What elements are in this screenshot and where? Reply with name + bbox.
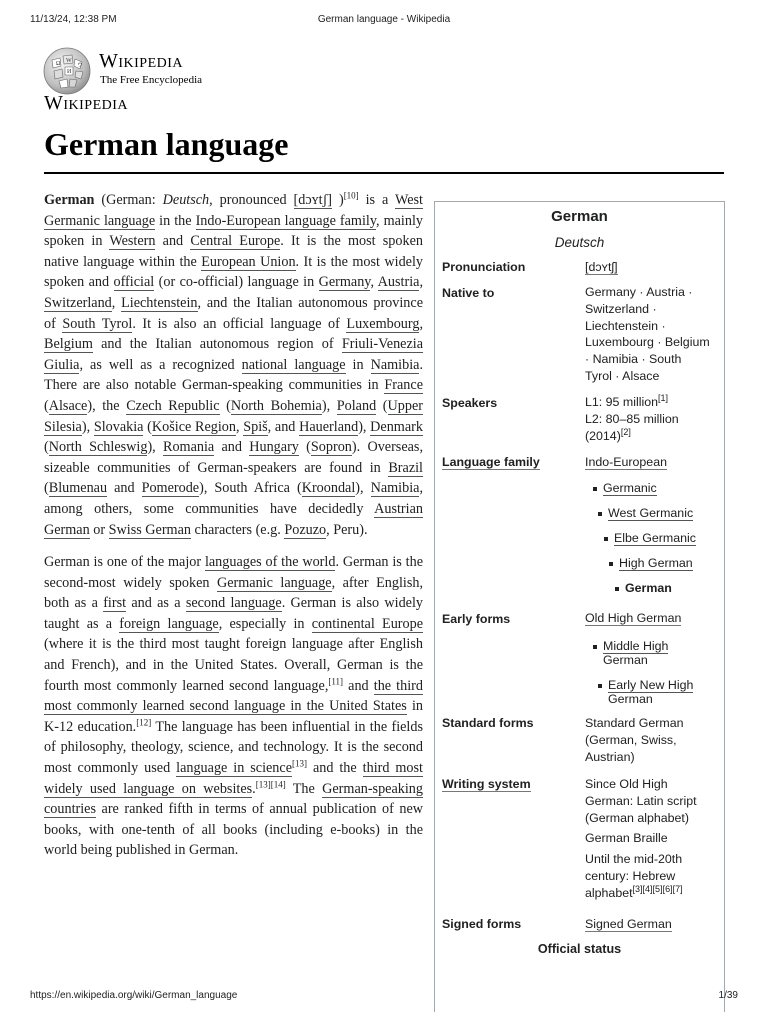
link-belgium[interactable]: Belgium <box>44 336 93 353</box>
link-german-speaking-countries[interactable]: German-speaking countries <box>44 780 423 818</box>
writing-braille[interactable]: German Braille <box>585 831 668 846</box>
link-austrian-german[interactable]: Austrian German <box>44 500 423 538</box>
family-item[interactable] <box>609 556 693 570</box>
link-languages-of-the-world[interactable]: languages of the world <box>204 554 336 571</box>
early-form-mhg-2[interactable]: German <box>603 653 648 667</box>
link-germanic-language[interactable]: Germanic language <box>216 574 332 591</box>
speakers-l1-ref[interactable]: [1] <box>658 392 669 403</box>
value-standard-forms[interactable] <box>585 715 719 765</box>
bullet-icon <box>598 684 602 688</box>
link-foreign-language[interactable]: foreign language <box>119 615 219 632</box>
bullet-icon <box>598 512 602 516</box>
wikipedia-logo[interactable] <box>42 44 262 114</box>
writing-refs[interactable]: [3][4][5][6][7] <box>632 883 683 894</box>
link-first[interactable]: first <box>103 595 127 612</box>
link-western-europe[interactable]: Western <box>109 233 156 250</box>
link-european-union[interactable]: European Union <box>201 253 296 270</box>
title-divider <box>44 172 724 174</box>
label-writing-system[interactable] <box>442 777 531 791</box>
pronunciation-link[interactable]: [dɔʏtʃ] <box>293 192 333 208</box>
link-swiss-german[interactable]: Swiss German <box>108 521 191 538</box>
link-north-schleswig[interactable]: North Schleswig <box>48 439 148 456</box>
bullet-icon <box>593 487 597 491</box>
link-old-high-german[interactable]: Old High German <box>585 611 682 625</box>
link-hauerland[interactable]: Hauerland <box>299 418 359 435</box>
speakers-l2: L2: 80–85 million <box>585 411 679 426</box>
link-blumenau[interactable]: Blumenau <box>48 480 108 497</box>
lead-paragraph-1: German (German: Deutsch, pronounced [dɔʏtʃ] )[10] is a West Germanic language in the Indo-European language family, mainly spoken in Western and Central Europe. It is the most spoken native language within the European Union. It is the most widely spoken and official (or co-official) language in Germany, Austria, Switzerland, Liechtenstein, and the Italian autonomous province of South Tyrol. It is also an official language of Luxembourg, Belgium and the Italian autonomous region of Friuli-Venezia Giulia, as well as a recognized national language in Namibia. There are also notable German-speaking communities in France (Alsace), the Czech Republic (North Bohemia), Poland (Upper Silesia), Slovakia (Košice Region, Spiš, and Hauerland), Denmark (North Schleswig), Romania and Hungary (Sopron). Overseas, sizeable communities of German-speakers are found in Brazil (Blumenau and Pomerode), South Africa (Kroondal), Namibia, among others, some communities have decidedly Austrian German or Swiss German characters (e.g. Pozuzo, Peru). <box>44 190 423 538</box>
native-to-line[interactable]: Luxembourg · Belgium <box>585 335 710 350</box>
ref-11[interactable]: [11] <box>328 675 344 686</box>
standard-form-line[interactable]: Standard German <box>585 716 684 730</box>
wikipedia-globe-icon <box>42 46 92 96</box>
bullet-icon <box>609 562 613 566</box>
link-second-language[interactable]: second language <box>185 595 282 612</box>
value-native-to[interactable] <box>585 284 719 385</box>
wikipedia-wordmark <box>99 50 183 73</box>
print-header <box>30 14 738 30</box>
bullet-icon <box>604 537 608 541</box>
link-pozuzo[interactable]: Pozuzo <box>284 521 327 538</box>
print-date: 11/13/24, 12:38 PM <box>30 14 117 25</box>
early-form-enhg-2[interactable]: German <box>608 692 653 706</box>
family-german: German <box>625 581 672 595</box>
lead-bold-term: German <box>44 192 95 208</box>
article-body <box>44 190 423 873</box>
link-ipa[interactable]: [dɔʏtʃ] <box>585 260 618 274</box>
family-item[interactable] <box>593 481 657 495</box>
value-writing-system <box>585 776 719 902</box>
link-north-bohemia[interactable]: North Bohemia <box>230 397 322 414</box>
family-item[interactable] <box>604 531 696 545</box>
link-third-most-widely-used[interactable]: third most widely used language on websites <box>44 760 423 797</box>
native-to-line[interactable]: Germany · Austria · <box>585 285 693 299</box>
link-namibia[interactable]: Namibia <box>370 356 420 373</box>
page-title: German language <box>44 126 289 162</box>
link-switzerland[interactable]: Switzerland <box>44 294 112 311</box>
link-france[interactable]: France <box>384 377 423 394</box>
link-romania[interactable]: Romania <box>162 439 215 456</box>
infobox-title: German <box>551 208 608 225</box>
native-to-line[interactable]: Switzerland · <box>585 301 657 316</box>
native-term: Deutsch <box>162 192 210 208</box>
label-pronunciation: Pronunciation <box>442 260 526 274</box>
value-signed-forms[interactable] <box>585 916 719 933</box>
early-form-enhg-1[interactable]: Early New High <box>608 678 694 692</box>
link-central-europe[interactable]: Central Europe <box>190 233 281 250</box>
ref-13[interactable]: [13] <box>292 758 307 769</box>
link-slovakia[interactable]: Slovakia <box>93 418 144 435</box>
link-pomerode[interactable]: Pomerode <box>141 480 200 497</box>
label-standard-forms: Standard forms <box>442 716 534 730</box>
family-item <box>615 581 672 595</box>
value-early-forms-root[interactable] <box>585 610 719 627</box>
writing-line[interactable]: (German alphabet) <box>585 810 689 825</box>
writing-line: Since Old High <box>585 777 668 791</box>
link-third-most-common-lang-us[interactable]: the third most commonly learned second language in the United States <box>44 677 423 715</box>
family-germanic[interactable]: Germanic <box>603 481 657 495</box>
family-item[interactable] <box>598 506 693 520</box>
wordmark-text: Wikipedia <box>99 50 184 72</box>
bullet-icon <box>593 645 597 649</box>
family-elbe-germanic[interactable]: Elbe Germanic <box>614 531 696 545</box>
link-czech-republic[interactable]: Czech Republic <box>126 397 220 414</box>
ref-13-14[interactable]: [13][14] <box>255 778 286 789</box>
lead-paragraph-2: German is one of the major languages of the world. German is the second-most widely spoken Germanic language, after English, both as a first and as a second language. German is also widely taught as a foreign language, especially in continental Europe (where it is the third most taught foreign language after English and French), and in the United States. Overall, German is the fourth most commonly learned second language,[11] and the third most commonly learned second language in the United States in K-12 education.[12] The language has been influential in the fields of philosophy, theology, science, and technology. It is the second most commonly used language in science[13] and the third most widely used language on websites.[13][14] The German-speaking countries are ranked fifth in terms of annual publication of new books, with one-tenth of all books (including e-books) in the world being published in German. <box>44 554 424 859</box>
value-speakers <box>585 394 719 444</box>
link-indo-european-family[interactable]: Indo-European <box>585 455 667 469</box>
link-signed-german[interactable]: Signed German <box>585 917 672 931</box>
link-alsace[interactable]: Alsace <box>48 397 88 414</box>
svg-text:Ω: Ω <box>56 61 61 67</box>
value-pronunciation <box>585 259 719 276</box>
link-south-tyrol[interactable]: South Tyrol <box>62 315 133 332</box>
infobox-native-name: Deutsch <box>554 235 605 250</box>
link-denmark[interactable]: Denmark <box>370 418 423 435</box>
label-speakers: Speakers <box>442 396 498 410</box>
link-poland[interactable]: Poland <box>336 397 377 414</box>
link-continental-europe[interactable]: continental Europe <box>311 615 423 632</box>
speakers-year: (2014) <box>585 428 621 443</box>
link-hungary[interactable]: Hungary <box>249 439 299 456</box>
link-writing-system[interactable]: Writing system <box>442 777 531 791</box>
writing-line: Until the mid-20th <box>585 852 683 867</box>
link-sopron[interactable]: Sopron <box>310 439 352 456</box>
print-page-number: 1/39 <box>718 990 738 1001</box>
speakers-l1: L1: 95 million <box>585 395 659 409</box>
label-early-forms: Early forms <box>442 612 511 626</box>
print-footer <box>30 990 738 1006</box>
link-indo-european[interactable]: Indo-European language family <box>195 212 377 229</box>
standard-form-line[interactable]: Austrian) <box>585 749 635 764</box>
early-form-item[interactable] <box>593 639 668 667</box>
family-west-germanic[interactable]: West Germanic <box>608 506 694 520</box>
link-liechtenstein[interactable]: Liechtenstein <box>121 294 198 311</box>
writing-hebrew-tail[interactable]: alphabet <box>585 885 633 900</box>
link-upper-silesia[interactable]: Upper Silesia <box>44 397 423 435</box>
value-family-root[interactable] <box>585 454 719 471</box>
ref-12[interactable]: [12] <box>136 717 152 728</box>
svg-text:И: И <box>67 69 72 75</box>
bullet-icon <box>615 587 619 591</box>
link-friuli[interactable]: Friuli-Venezia Giulia <box>44 336 423 373</box>
link-west-germanic-language[interactable]: West Germanic language <box>44 192 423 229</box>
link-official[interactable]: official <box>113 274 155 291</box>
link-national-language[interactable]: national language <box>241 356 346 373</box>
print-url: https://en.wikipedia.org/wiki/German_language <box>30 990 238 1001</box>
native-to-line[interactable]: Tyrol · Alsace <box>585 368 660 383</box>
link-language-family[interactable]: Language family <box>442 455 540 469</box>
svg-text:ウ: ウ <box>77 63 84 69</box>
writing-line[interactable]: German: Latin script <box>585 793 697 808</box>
standard-form-line[interactable]: (German, Swiss, <box>585 732 677 747</box>
family-high-german[interactable]: High German <box>619 556 693 570</box>
link-kosice[interactable]: Košice Region <box>151 418 236 435</box>
early-form-mhg-1[interactable]: Middle High <box>603 639 669 653</box>
link-austria[interactable]: Austria <box>377 274 420 291</box>
print-page-title: German language - Wikipedia <box>317 14 451 25</box>
link-language-in-science[interactable]: language in science <box>176 760 292 777</box>
link-brazil[interactable]: Brazil <box>388 459 423 476</box>
link-luxembourg[interactable]: Luxembourg <box>346 315 420 332</box>
wikipedia-wordmark-secondary <box>44 92 128 115</box>
infobox <box>434 201 725 1012</box>
native-to-line[interactable]: · Namibia · South <box>585 352 682 367</box>
label-language-family[interactable] <box>442 455 540 469</box>
label-native-to: Native to <box>442 286 495 300</box>
writing-line[interactable]: century: Hebrew <box>585 868 676 883</box>
label-signed-forms: Signed forms <box>442 917 522 931</box>
section-official-status: Official status <box>537 942 622 956</box>
ref-10[interactable]: [10] <box>343 190 359 201</box>
wordmark-text-secondary: Wikipedia <box>44 92 129 114</box>
svg-text:W: W <box>66 58 72 64</box>
native-to-line[interactable]: Liechtenstein · <box>585 318 666 333</box>
wikipedia-tagline: The Free Encyclopedia <box>100 74 203 86</box>
speakers-year-ref[interactable]: [2] <box>620 426 631 437</box>
link-namibia-2[interactable]: Namibia <box>370 480 420 497</box>
link-kroondal[interactable]: Kroondal <box>301 480 356 497</box>
link-germany[interactable]: Germany <box>318 274 371 291</box>
early-form-item[interactable] <box>598 678 693 706</box>
link-spis[interactable]: Spiš <box>243 418 268 435</box>
